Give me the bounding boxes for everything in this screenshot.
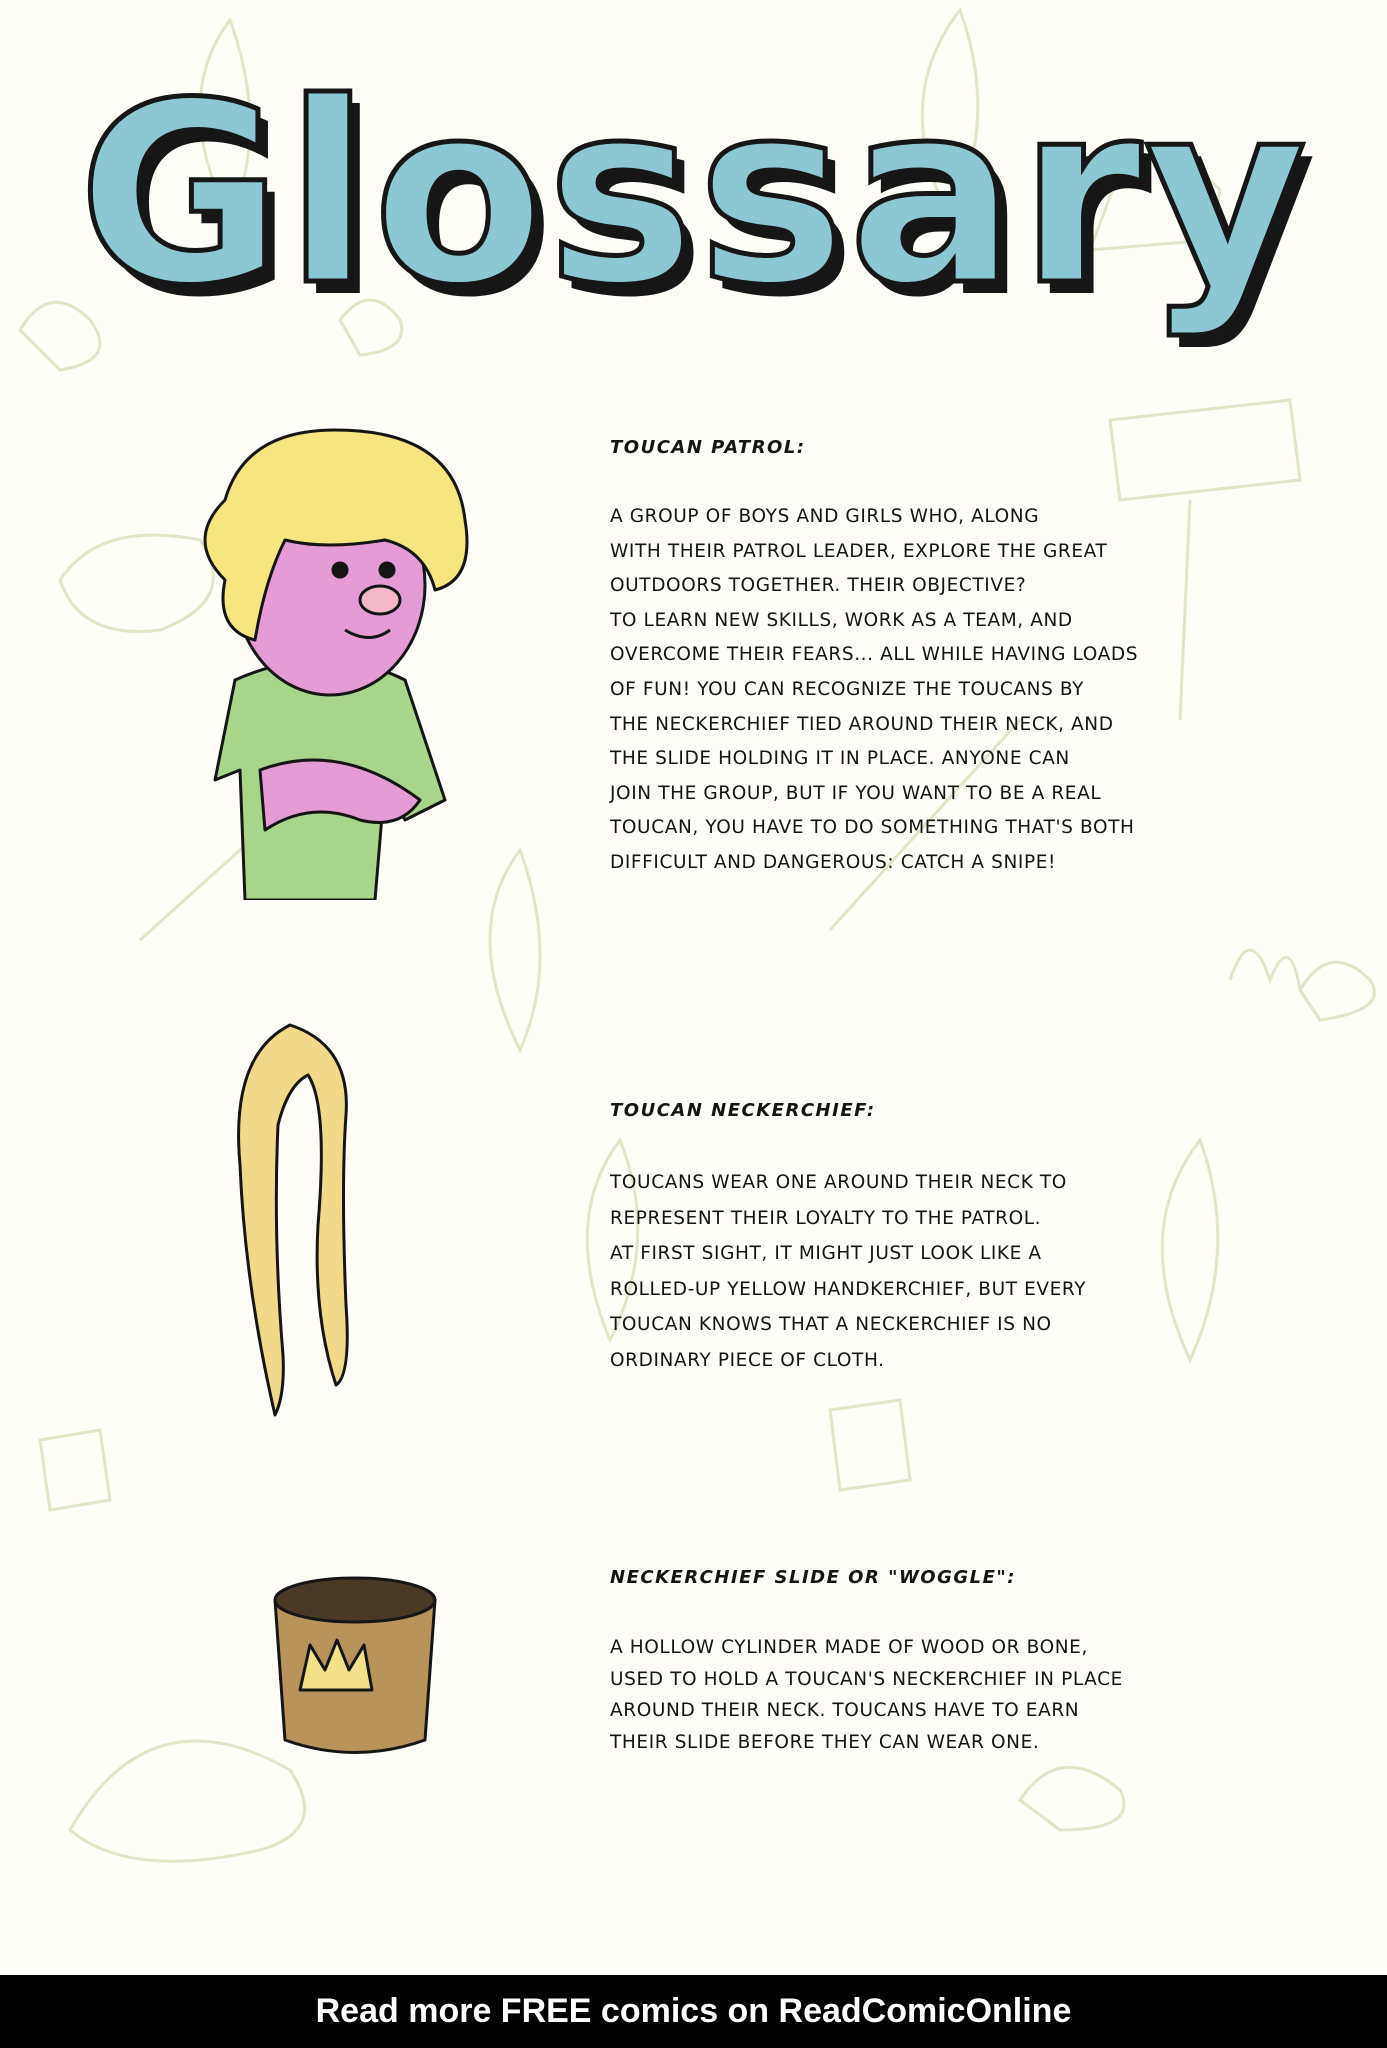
entry-line: ROLLED-UP YELLOW HANDKERCHIEF, BUT EVERY (610, 1278, 1087, 1300)
footer-banner-link[interactable]: Read more FREE comics on ReadComicOnline (0, 1975, 1387, 2048)
entry-line: TOUCAN, YOU HAVE TO DO SOMETHING THAT'S BOTH (610, 817, 1135, 839)
entry-line: A HOLLOW CYLINDER MADE OF WOOD OR BONE, (610, 1637, 1088, 1658)
neckerchief-shape (239, 1025, 348, 1415)
glossary-entry-neckerchief-slide (610, 1567, 1210, 1758)
glossary-entry-toucan-patrol (610, 437, 1210, 881)
kid-eye-left (333, 563, 347, 577)
entry-line: THE SLIDE HOLDING IT IN PLACE. ANYONE CAN (610, 748, 1070, 770)
entry-line: TO LEARN NEW SKILLS, WORK AS A TEAM, AND (610, 609, 1073, 631)
woggle-opening (275, 1578, 435, 1622)
page-title: Glossary (77, 49, 1310, 340)
kid-eye-right (380, 563, 394, 577)
entry-line: USED TO HOLD A TOUCAN'S NECKERCHIEF IN PLACE (610, 1668, 1123, 1690)
toucan-kid-illustration (175, 420, 475, 900)
glossary-entry-toucan-neckerchief (610, 1100, 1210, 1379)
entry-line: A GROUP OF BOYS AND GIRLS WHO, ALONG (610, 506, 1040, 527)
entry-line: TOUCANS WEAR ONE AROUND THEIR NECK TO (610, 1172, 1067, 1193)
entry-line: JOIN THE GROUP, BUT IF YOU WANT TO BE A REAL (610, 782, 1102, 804)
kid-nose (360, 586, 400, 614)
entry-line: AROUND THEIR NECK. TOUCANS HAVE TO EARN (610, 1700, 1080, 1722)
entry-line: OF FUN! YOU CAN RECOGNIZE THE TOUCANS BY (610, 678, 1085, 700)
entry-line: THE NECKERCHIEF TIED AROUND THEIR NECK, AND (610, 713, 1114, 735)
pattern-woggle-doodle (830, 1400, 910, 1490)
woggle-illustration (265, 1560, 445, 1760)
entry-line: OVERCOME THEIR FEARS... ALL WHILE HAVING LOADS (610, 644, 1139, 666)
neckerchief-illustration (235, 1020, 365, 1420)
pattern-rock-doodle (1300, 962, 1374, 1020)
entry-line: TOUCAN KNOWS THAT A NECKERCHIEF IS NO (610, 1314, 1052, 1336)
entry-line: THEIR SLIDE BEFORE THEY CAN WEAR ONE. (610, 1731, 1040, 1753)
entry-line: WITH THEIR PATROL LEADER, EXPLORE THE GREAT (610, 540, 1108, 562)
entry-heading: TOUCAN PATROL: (610, 437, 806, 458)
entry-line: ORDINARY PIECE OF CLOTH. (610, 1349, 885, 1371)
pattern-woggle-doodle (40, 1430, 110, 1510)
entry-line: REPRESENT THEIR LOYALTY TO THE PATROL. (610, 1207, 1042, 1229)
entry-line: DIFFICULT AND DANGEROUS: CATCH A SNIPE! (610, 851, 1057, 873)
entry-line: AT FIRST SIGHT, IT MIGHT JUST LOOK LIKE A (610, 1243, 1042, 1265)
entry-line: OUTDOORS TOGETHER. THEIR OBJECTIVE? (610, 575, 1027, 597)
entry-heading: TOUCAN NECKERCHIEF: (610, 1100, 876, 1121)
pattern-neckerchief-doodle (490, 850, 540, 1050)
pattern-rock-doodle (1020, 1767, 1124, 1830)
woggle-crown-emblem (300, 1640, 372, 1690)
pattern-plant-doodle (1230, 950, 1300, 990)
entry-heading: NECKERCHIEF SLIDE OR "WOGGLE": (610, 1567, 1016, 1588)
